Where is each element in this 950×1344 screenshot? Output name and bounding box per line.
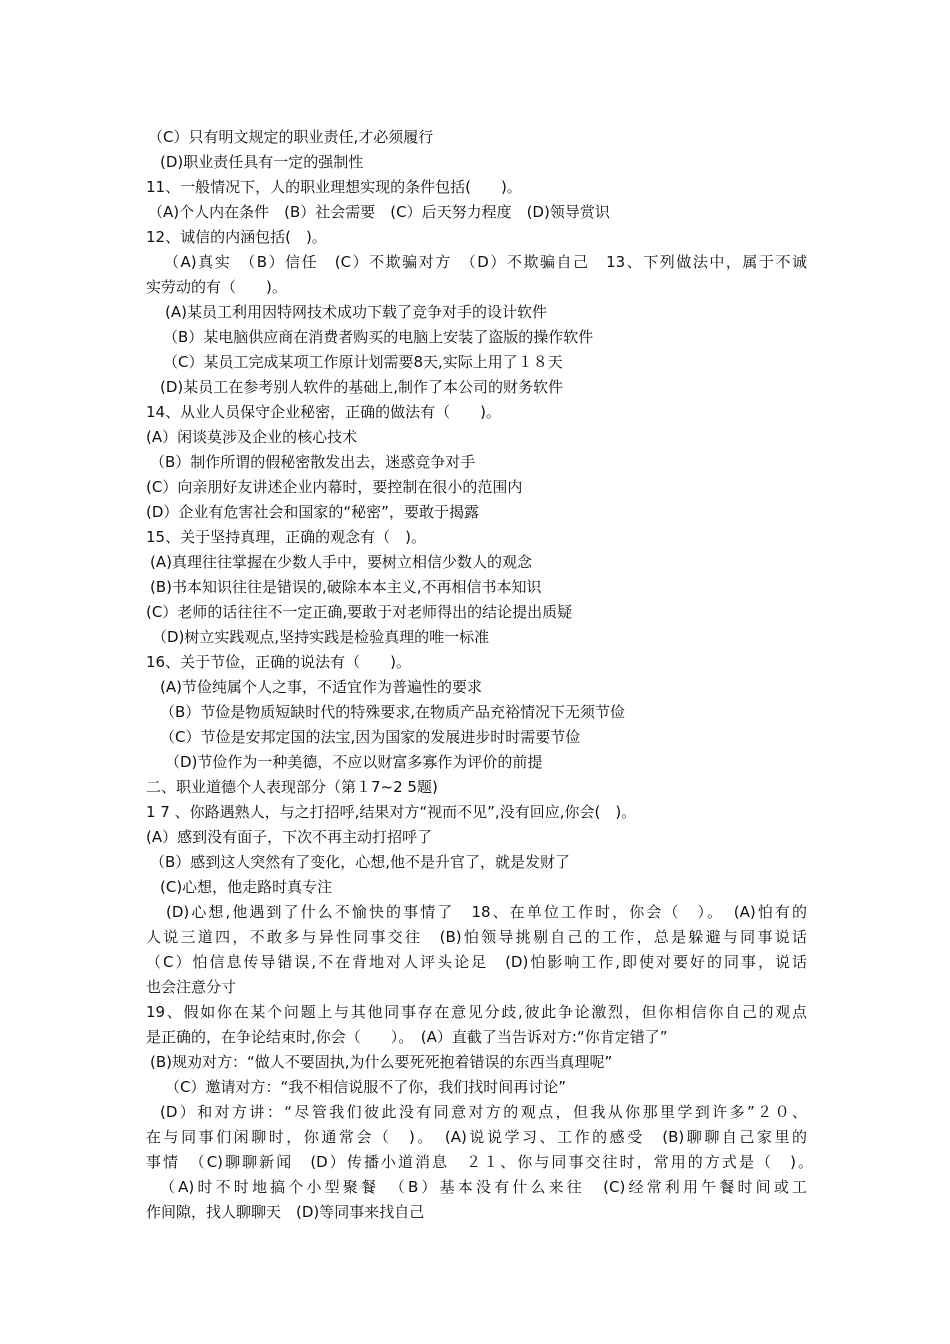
question-15: 15、关于坚持真理，正确的观念有（ )。 — [146, 528, 426, 546]
text-line: (A)真理往往掌握在少数人手中，要树立相信少数人的观念 — [150, 553, 532, 571]
text-line: (D）企业有危害社会和国家的“秘密”，要敢于揭露 — [146, 503, 479, 521]
text-line: (B)规劝对方：“做人不要固执,为什么要死死抱着错误的东西当真理呢” — [150, 1053, 613, 1071]
text-line: (C）向亲朋好友讲述企业内幕时，要控制在很小的范围内 — [146, 478, 523, 496]
section-heading: 二、职业道德个人表现部分（第１7~2 5题) — [146, 778, 438, 796]
text-line: （A)个人内在条件 (B）社会需要 (C）后天努力程度 (D)领导赏识 — [148, 203, 610, 221]
text-line: 人说三道四，不敢多与异性同事交往 (B)怕领导挑剔自己的工作，总是躲避与同事说话 — [146, 928, 807, 946]
text-line: 在与同事们闲聊时，你通常会（ )。 (A)说说学习、工作的感受 (B)聊聊自己家里的 — [146, 1128, 807, 1146]
text-line: （D)节俭作为一种美德，不应以财富多寡作为评价的前提 — [165, 753, 543, 771]
text-line: 也会注意分寸 — [146, 978, 237, 996]
text-line: (C）老师的话往往不一定正确,要敢于对老师得出的结论提出质疑 — [146, 603, 573, 621]
text-line: （D)树立实践观点,坚持实践是检验真理的唯一标准 — [152, 628, 490, 646]
text-line: (A）感到没有面子，下次不再主动打招呼了 — [146, 828, 433, 846]
text-line: （C）节俭是安邦定国的法宝,因为国家的发展进步时时需要节俭 — [160, 728, 581, 746]
text-line: (C)心想，他走路时真专注 — [160, 878, 333, 896]
question-16: 16、关于节俭，正确的说法有（ )。 — [146, 653, 411, 671]
text-line: （C）怕信息传导错误,不在背地对人评头论足 (D)怕影响工作,即使对要好的同事，说话 — [146, 953, 807, 971]
text-line: （A)时不时地搞个小型聚餐 （B）基本没有什么来往 (C)经常利用午餐时间或工 — [160, 1178, 807, 1196]
text-line: (A)节俭纯属个人之事，不适宜作为普遍性的要求 — [160, 678, 482, 696]
text-line: （B）感到这人突然有了变化，心想,他不是升官了，就是发财了 — [150, 853, 571, 871]
text-line: (D)心想,他遇到了什么不愉快的事情了 18、在单位工作时，你会（ ）。 (A)怕有的 — [166, 903, 807, 921]
text-line: 事情 （C)聊聊新闻 (D）传播小道消息 ２１、你与同事交往时，常用的方式是（ )。 — [146, 1153, 813, 1171]
question-14: 14、从业人员保守企业秘密，正确的做法有（ )。 — [146, 403, 501, 421]
text-line: 作间隙，找人聊聊天 (D)等同事来找自己 — [146, 1203, 425, 1221]
text-line: (A)某员工利用因特网技术成功下载了竞争对手的设计软件 — [165, 303, 547, 321]
text-line: 是正确的，在争论结束时,你会（ ）。 (A）直截了当告诉对方:“你肯定错了” — [146, 1028, 668, 1046]
question-19: 19、假如你在某个问题上与其他同事存在意见分歧,彼此争论激烈，但你相信你自己的观点 — [146, 1003, 807, 1021]
text-line: （C）只有明文规定的职业责任,才必须履行 — [148, 128, 434, 146]
text-line: (D)职业责任具有一定的强制性 — [160, 153, 364, 171]
text-line: （B）某电脑供应商在消费者购买的电脑上安装了盗版的操作软件 — [163, 328, 594, 346]
text-line: （C）某员工完成某项工作原计划需要8天,实际上用了１８天 — [163, 353, 563, 371]
text-line: (A）闲谈莫涉及企业的核心技术 — [146, 428, 358, 446]
text-line: (B)书本知识往往是错误的,破除本本主义,不再相信书本知识 — [150, 578, 542, 596]
text-line: （B）节俭是物质短缺时代的特殊要求,在物质产品充裕情况下无须节俭 — [160, 703, 626, 721]
text-line: 实劳动的有（ )。 — [146, 278, 287, 296]
question-11: 11、一般情况下，人的职业理想实现的条件包括( )。 — [146, 178, 522, 196]
text-line: (D）和对方讲：“尽管我们彼此没有同意对方的观点，但我从你那里学到许多”２０、 — [160, 1103, 807, 1121]
text-line: （A)真实 （B）信任 (C）不欺骗对方 （D）不欺骗自己 13、下列做法中，属于不诚 — [164, 253, 807, 271]
question-12: 12、诚信的内涵包括( )。 — [146, 228, 327, 246]
question-17: 1 7 、你路遇熟人，与之打招呼,结果对方“视而不见”,没有回应,你会( )。 — [146, 803, 637, 821]
text-line: (D)某员工在参考别人软件的基础上,制作了本公司的财务软件 — [160, 378, 564, 396]
text-line: （C）邀请对方：“我不相信说服不了你，我们找时间再讨论” — [165, 1078, 567, 1096]
text-line: （B）制作所谓的假秘密散发出去，迷惑竞争对手 — [150, 453, 476, 471]
